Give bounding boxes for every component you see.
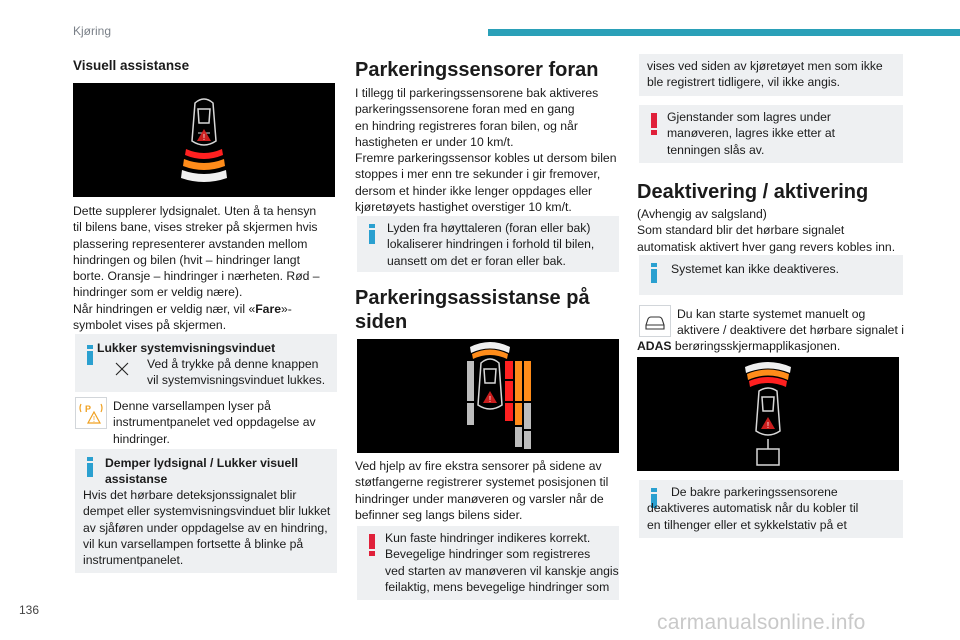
warning-lamp-text: Denne varsellampen lyser på instrumentpanelet ved oppdagelse av hindringer.	[113, 399, 316, 446]
svg-text:!: !	[766, 421, 770, 430]
continued-box-text: vises ved siden av kjøretøyet men som ikke ble registrert tidligere, vil ikke angis.	[647, 59, 883, 90]
section-title-front-sensors: Parkeringssensorer foran	[355, 59, 599, 81]
side-assist-paragraph: Ved hjelp av fire ekstra sensorer på sidene av støtfangerne registrerer systemet posisjonen til hindringer under manøveren og varsler når de befinner seg langs bilens sider.	[355, 459, 609, 522]
info-box-trailer	[639, 480, 903, 538]
info-icon	[651, 263, 657, 283]
warning-box-text: Gjenstander som lagres under manøveren, lagres ikke etter at tenningen slås av.	[667, 110, 835, 157]
info-box-close-window	[75, 334, 337, 392]
page-number: 136	[19, 603, 40, 617]
info-box-cannot-deactivate	[639, 255, 903, 295]
visual-assistance-paragraph: Dette supplerer lydsignalet. Uten å ta hensyn til bilens bane, vises streker på skjermen hvis plassering representerer avstanden mellom hindringen og bilen (hvit – hindringer langt borte. Oransje – hindringer i nærheten. Rød – hindringer som er veldig nære). Når hindringen er veldig nær, vil «Fare»- symbolet vises på skjermen.	[73, 204, 320, 333]
info-box-text: Hvis det hørbare deteksjonssignalet blir dempet eller systemvisningsvinduet blir lukket av sjåføren under oppdagelse av en hindring, vil kun varsellampen fortsette å blinke på instrumentpanelet.	[83, 488, 331, 568]
warning-icon	[369, 534, 375, 556]
svg-text:!: !	[202, 133, 206, 142]
svg-text:!: !	[92, 415, 96, 424]
adas-text: Du kan starte systemet manuelt og aktivere / deaktivere det hørbare signalet i	[677, 307, 904, 338]
info-box-text: Lyden fra høyttaleren (foran eller bak) lokaliserer hindringen i forhold til bilen, uansett om det er foran eller bak.	[387, 221, 595, 268]
continued-box	[639, 54, 903, 96]
front-sensors-paragraph: I tillegg til parkeringssensorene bak aktiveres parkeringssensorene foran med en gang en hindring registreres foran bilen, og når hastigheten er under 10 km/t. Fremre parkeringssensor kobles ut dersom bilen stoppes i mer enn tre sekunder i gir fremover, dersom et hinder ikke lenger oppdages eller kjøretøyets hastighet overstiger 10 km/t.	[355, 86, 617, 215]
info-box-mute-signal	[75, 449, 337, 573]
warning-lamp-icon	[75, 397, 107, 429]
info-box-title: Demper lydsignal / Lukker visuell assistanse	[105, 456, 299, 487]
adas-text-line: ADAS berøringsskjermapplikasjonen.	[637, 339, 841, 353]
watermark: carmanualsonline.info	[657, 611, 866, 634]
info-box-speaker	[357, 216, 619, 272]
rear-trailer-illustration	[637, 357, 899, 471]
warning-box-text: Kun faste hindringer indikeres korrekt. Bevegelige hindringer som registreres ved starten av manøveren vil kanskje angis feilaktig, mens bevegelige hindringer som	[385, 531, 619, 594]
info-box-text: Systemet kan ikke deaktiveres.	[671, 262, 839, 276]
warning-box-stored-objects	[639, 105, 903, 163]
section-title-side-assist: Parkeringsassistanse på siden	[355, 287, 590, 333]
section-title-deactivation: Deaktivering / aktivering	[637, 181, 869, 203]
header-label: Kjøring	[73, 24, 112, 38]
info-box-title: Lukker systemvisningsvinduet	[97, 341, 276, 355]
side-sensor-illustration	[357, 339, 619, 453]
deactivation-paragraph: (Avhengig av salgsland) Som standard blir det hørbare signalet automatisk aktivert hver gang revers kobles inn.	[637, 207, 896, 254]
info-box-text: Ved å trykke på denne knappen vil systemvisningsvinduet lukkes.	[147, 357, 326, 388]
info-icon	[87, 345, 93, 365]
info-box-text: De bakre parkeringssensorene deaktiveres automatisk når du kobler til en tilhenger eller et sykkelstativ på et	[647, 485, 859, 532]
info-icon	[87, 457, 93, 477]
warning-icon	[651, 113, 657, 135]
warning-box-moving-obstacles	[357, 526, 619, 600]
svg-text:P: P	[85, 404, 92, 414]
car-app-icon	[639, 305, 671, 337]
section-title-visual-assistance: Visuell assistanse	[73, 58, 190, 73]
rear-sensor-illustration	[73, 83, 335, 197]
svg-text:!: !	[488, 395, 492, 404]
header-accent-bar	[488, 29, 960, 36]
info-icon	[369, 224, 375, 244]
close-icon	[115, 362, 129, 376]
